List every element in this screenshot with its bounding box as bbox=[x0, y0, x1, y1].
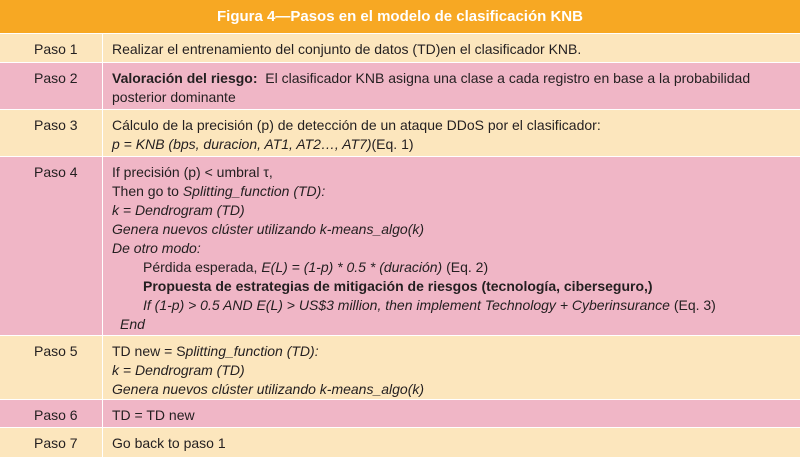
step-label: Paso 6 bbox=[0, 400, 103, 427]
step-label: Paso 2 bbox=[0, 63, 103, 109]
step-text: Realizar el entrenamiento del conjunto de datos (TD)en el clasificador KNB. bbox=[112, 41, 582, 57]
figure-title: Figura 4—Pasos en el modelo de clasificación KNB bbox=[0, 0, 800, 33]
step-text: Valoración del riesgo: El clasificador KNB asigna una clase a cada registro en base a la probabilidad posterior dominante bbox=[112, 70, 751, 105]
step-label: Paso 3 bbox=[0, 110, 103, 156]
table-row bbox=[0, 157, 800, 336]
table-row bbox=[0, 110, 800, 157]
table-row bbox=[0, 400, 800, 428]
bold-lead: Valoración del riesgo: bbox=[112, 70, 258, 86]
step-text: TD = TD new bbox=[112, 407, 195, 423]
step-text: Go back to paso 1 bbox=[112, 435, 226, 451]
step-label: Paso 7 bbox=[0, 428, 103, 457]
table-row bbox=[0, 34, 800, 63]
step-label: Paso 1 bbox=[0, 34, 103, 62]
step-text: If precisión (p) < umbral τ, Then go to Splitting_function (TD): k = Dendrogram (TD) Genera nuevos clúster utilizando k-means_algo(k) De otro modo: Pérdida esperada, E(L) = (1-p) * 0.5 * (duración) (Eq. 2) Propuesta de estrategias de mitigación de riesgos (tecnología, ciberseguro,) If (1-p) > 0.5 AND E(L) > US$3 million, then implement Technology + Cyberinsurance (Eq. 3) End bbox=[112, 164, 716, 332]
table-row bbox=[0, 63, 800, 110]
table-row bbox=[0, 428, 800, 457]
table-row bbox=[0, 336, 800, 400]
step-label: Paso 4 bbox=[0, 157, 103, 335]
step-text: TD new = Splitting_function (TD): k = Dendrogram (TD) Genera nuevos clúster utilizando k-means_algo(k) bbox=[112, 343, 425, 397]
step-label: Paso 5 bbox=[0, 336, 103, 399]
step-text: Cálculo de la precisión (p) de detección de un ataque DDoS por el clasificador: p = KNB (bps, duracion, AT1, AT2…, AT7)(Eq. 1) bbox=[112, 117, 601, 152]
